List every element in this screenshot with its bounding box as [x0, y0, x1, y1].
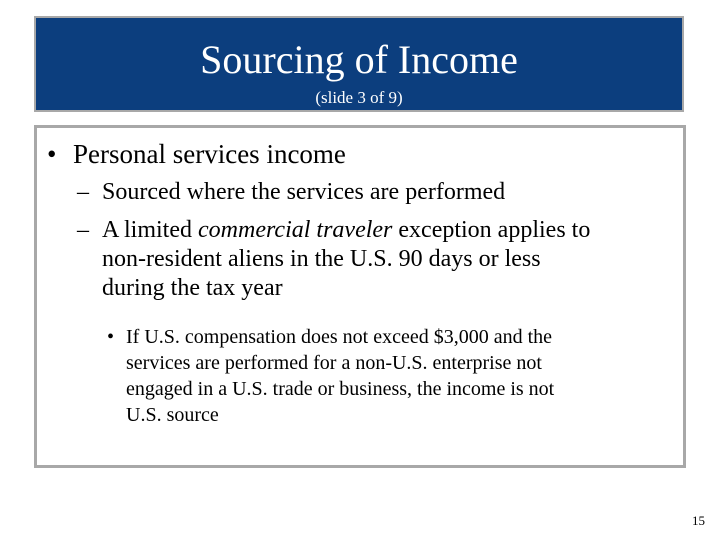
slide-subtitle: (slide 3 of 9): [315, 88, 403, 107]
text-run: exception applies to: [392, 217, 591, 243]
dash-marker: –: [77, 179, 89, 205]
slide-title: Sourcing of Income: [200, 37, 518, 82]
sub-sub-bullet-line-3: engaged in a U.S. trade or business, the income is not: [126, 378, 555, 400]
bullet-marker: •: [107, 326, 115, 348]
dash-marker: –: [77, 217, 89, 243]
bullet-marker: •: [47, 139, 57, 169]
page-number: 15: [692, 513, 705, 528]
italic-term: commercial traveler: [198, 217, 393, 243]
sub-sub-bullet-line-2: services are performed for a non-U.S. enterprise not: [126, 352, 542, 374]
sub-bullet-line-3: during the tax year: [102, 275, 283, 301]
sub-sub-bullet-line-4: U.S. source: [126, 404, 219, 426]
sub-bullet-line-1: [102, 216, 682, 245]
sub-bullet-text: Sourced where the services are performed: [102, 179, 506, 205]
sub-bullet-line-2: non-resident aliens in the U.S. 90 days or less: [102, 246, 541, 272]
content-box: [34, 125, 686, 468]
title-banner: [34, 16, 684, 112]
text-run: A limited: [102, 217, 198, 243]
sub-sub-bullet-line-1: If U.S. compensation does not exceed $3,000 and the: [126, 326, 553, 348]
bullet-text: Personal services income: [73, 139, 346, 169]
